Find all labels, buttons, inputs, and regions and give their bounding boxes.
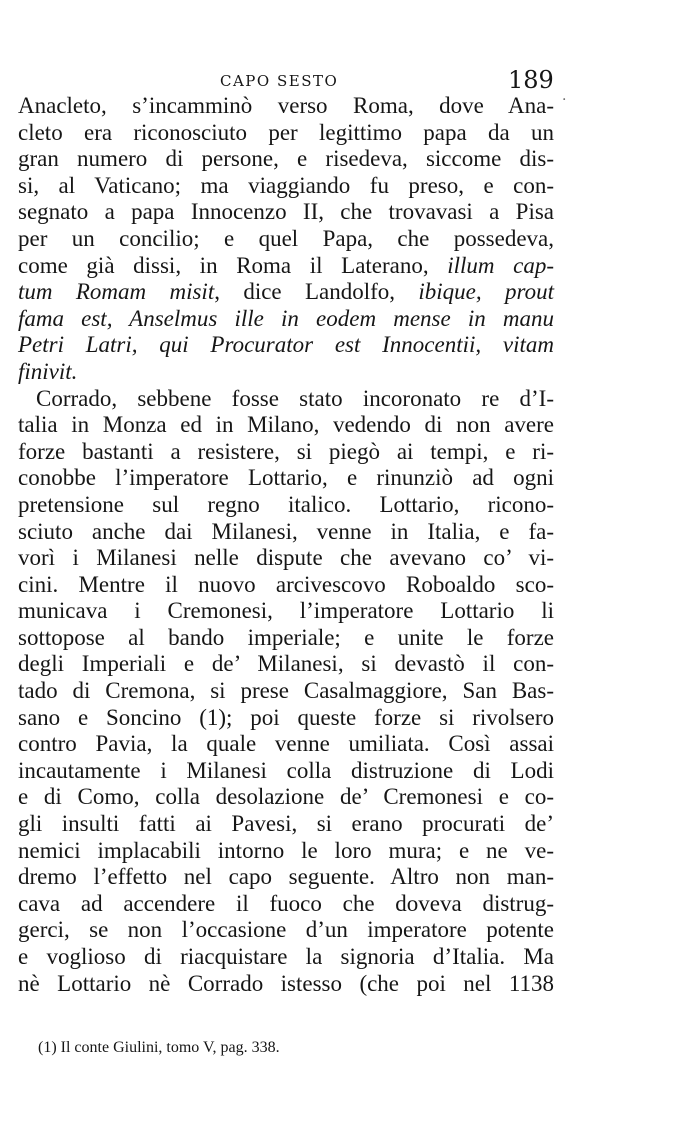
running-title: CAPO SESTO: [220, 72, 339, 90]
text-line: [18, 359, 554, 386]
text-line: dremo l’effetto nel capo seguente. Altro non man-: [18, 864, 554, 890]
text-line: municava i Cremonesi, l’imperatore Lottario li: [18, 598, 554, 624]
text-line: cleto era riconosciuto per legittimo papa da un: [18, 119, 554, 145]
text-line: [18, 279, 554, 306]
text-line: degli Imperiali e de’ Milanesi, si devastò il con-: [18, 651, 554, 677]
text-line: tado di Cremona, si prese Casalmaggiore, San Bas-: [18, 678, 554, 704]
text-line: nè Lottario nè Corrado istesso (che poi nel 1138: [18, 970, 554, 996]
text-segment: , dice Landolfo,: [214, 279, 419, 305]
text-line: forze bastanti a resistere, si piegò ai tempi, e ri-: [18, 438, 554, 464]
latin-quotation: tum Romam misit: [18, 279, 215, 305]
text-line: segnato a papa Innocenzo II, che trovavasi a Pisa: [18, 199, 554, 225]
text-line: gli insulti fatti ai Pavesi, si erano procurati de’: [18, 811, 554, 837]
latin-quotation: finivit.: [18, 358, 78, 384]
edge-speck: ·: [562, 92, 567, 108]
text-line: contro Pavia, la quale venne umiliata. Così assai: [18, 731, 554, 757]
text-line: gran numero di persone, e risedeva, siccome dis-: [18, 146, 554, 172]
text-line: per un concilio; e quel Papa, che possedeva,: [18, 225, 554, 251]
text-line: Corrado, sebbene fosse stato incoronato re d’I-: [36, 385, 554, 411]
paragraph-2: [18, 386, 554, 998]
latin-quotation: illum cap-: [447, 252, 554, 278]
text-line: e voglioso di riacquistare la signoria d’Italia. Ma: [18, 944, 554, 969]
page-number: 189: [508, 66, 554, 94]
paragraph-1: [18, 93, 554, 386]
text-line: incautamente i Milanesi colla distruzione di Lodi: [18, 757, 554, 783]
text-line: cava ad accendere il fuoco che doveva distrug-: [18, 890, 554, 916]
text-line: [18, 332, 554, 359]
text-line: nemici implacabili intorno le loro mura; e ne ve-: [18, 837, 554, 863]
text-line: gerci, se non l’occasione d’un imperatore potente: [18, 917, 554, 943]
text-line: sano e Soncino (1); poi queste forze si rivolsero: [18, 704, 554, 730]
text-line: conobbe l’imperatore Lottario, e rinunziò ad ogni: [18, 465, 554, 491]
text-segment: come già dissi, in Roma il Laterano,: [18, 252, 448, 278]
text-line: sciuto anche dai Milanesi, venne in Italia, e fa-: [18, 518, 554, 544]
text-line: cini. Mentre il nuovo arcivescovo Roboaldo sco-: [18, 571, 554, 597]
text-line: [18, 306, 554, 333]
text-line: [18, 253, 554, 280]
text-line: talia in Monza ed in Milano, vedendo di non avere: [18, 412, 554, 438]
text-line: sottopose al bando imperiale; e unite le forze: [18, 624, 554, 650]
text-line: Anacleto, s’incamminò verso Roma, dove Ana-: [18, 93, 554, 118]
running-head: [0, 66, 700, 96]
footnote: (1) Il conte Giulini, tomo V, pag. 338.: [38, 1039, 280, 1056]
latin-quotation: Petri Latri, qui Procurator est Innocentii, vitam: [18, 332, 554, 358]
text-line: pretensione sul regno italico. Lottario, ricono-: [18, 491, 554, 517]
text-line: si, al Vaticano; ma viaggiando fu preso, e con-: [18, 172, 554, 198]
text-line: e di Como, colla desolazione de’ Cremonesi e co-: [18, 784, 554, 810]
body-text: [18, 93, 554, 997]
latin-quotation: ibique, prout: [418, 279, 554, 305]
text-line: vorì i Milanesi nelle dispute che avevano co’ vi-: [18, 545, 554, 571]
latin-quotation: fama est, Anselmus ille in eodem mense in manu: [18, 305, 554, 331]
